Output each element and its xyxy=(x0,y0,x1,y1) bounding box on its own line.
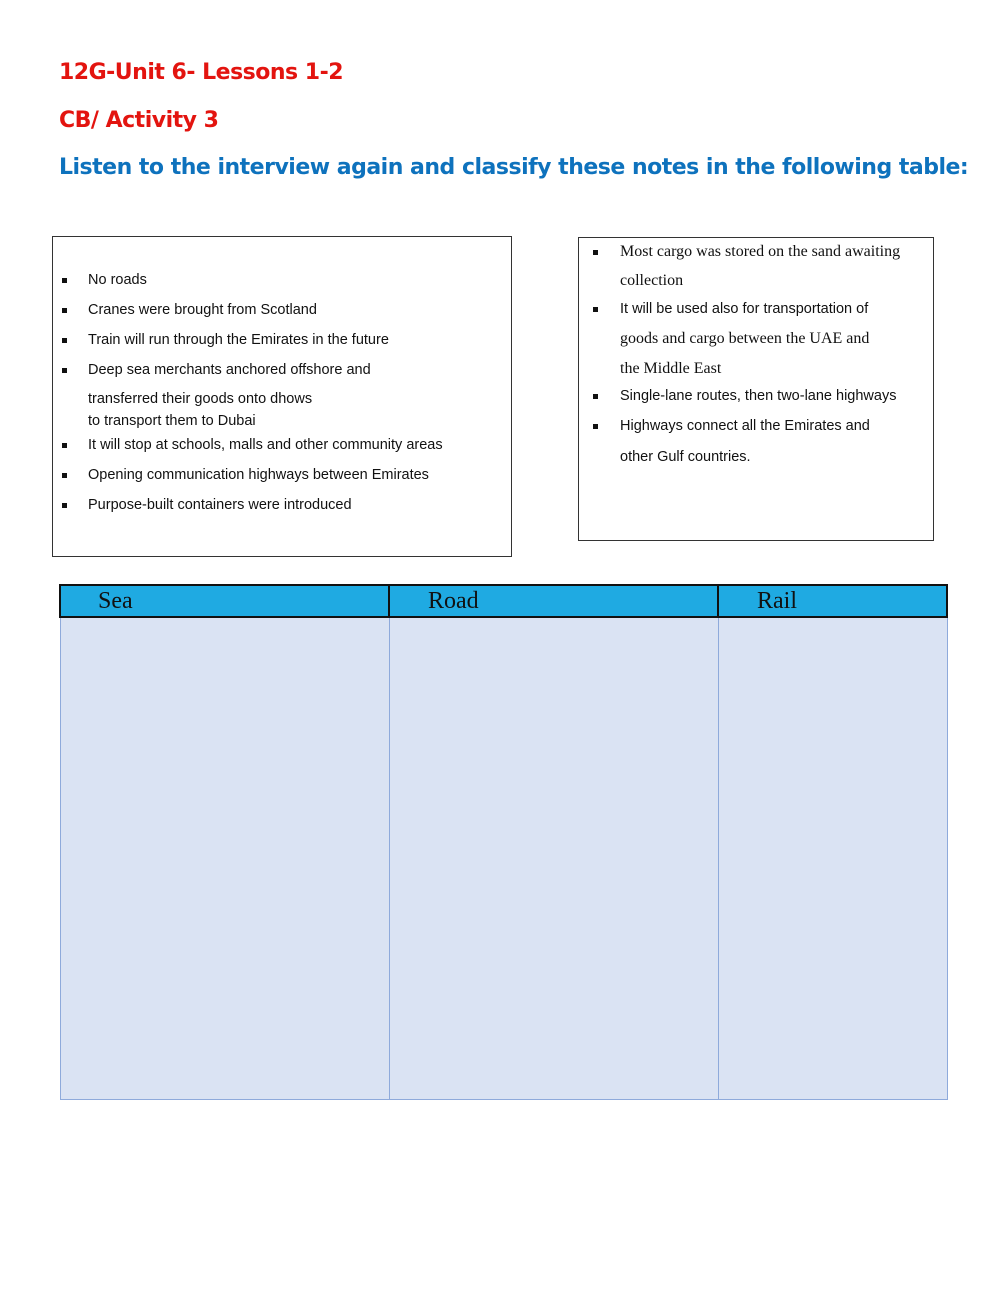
note-item: other Gulf countries. xyxy=(620,449,751,465)
note-item: Cranes were brought from Scotland xyxy=(88,302,317,318)
note-item: Opening communication highways between Emirates xyxy=(88,467,429,483)
bullet xyxy=(62,308,67,313)
note-item: transferred their goods onto dhows xyxy=(88,391,313,407)
note-item: It will be used also for transportation of xyxy=(620,301,869,317)
note-item: the Middle East xyxy=(620,360,722,377)
bullet xyxy=(62,368,67,373)
header-road: Road xyxy=(389,585,718,617)
bullet xyxy=(62,443,67,448)
note-item: Purpose-built containers were introduced xyxy=(88,497,352,513)
bullet xyxy=(593,424,598,429)
note-item: Deep sea merchants anchored offshore and xyxy=(88,362,371,378)
bullet xyxy=(62,503,67,508)
bullet xyxy=(593,250,598,255)
note-item: collection xyxy=(620,272,684,289)
classification-table xyxy=(59,584,948,1100)
bullet xyxy=(62,278,67,283)
bullet xyxy=(593,307,598,312)
bullet xyxy=(593,394,598,399)
instruction: Listen to the interview again and classify these notes in the following table: xyxy=(59,155,969,180)
road-drop-cell[interactable] xyxy=(389,617,718,1100)
bullet xyxy=(62,338,67,343)
bullet xyxy=(62,473,67,478)
right-notes-box xyxy=(578,237,934,541)
note-item: goods and cargo between the UAE and xyxy=(620,330,870,347)
note-item: Single-lane routes, then two-lane highways xyxy=(620,388,897,404)
sea-drop-cell[interactable] xyxy=(60,617,389,1100)
note-item: Train will run through the Emirates in the future xyxy=(88,332,389,348)
activity-label: CB/ Activity 3 xyxy=(59,108,219,133)
note-item: No roads xyxy=(88,272,147,288)
note-item: It will stop at schools, malls and other community areas xyxy=(88,437,443,453)
note-item: to transport them to Dubai xyxy=(88,413,256,429)
rail-drop-cell[interactable] xyxy=(718,617,947,1100)
header-sea: Sea xyxy=(60,585,389,617)
note-item: Most cargo was stored on the sand awaiting xyxy=(620,243,901,260)
note-item: Highways connect all the Emirates and xyxy=(620,418,870,434)
header-rail: Rail xyxy=(718,585,947,617)
worksheet-title: 12G-Unit 6- Lessons 1-2 xyxy=(59,60,344,85)
left-notes-box xyxy=(52,236,512,557)
